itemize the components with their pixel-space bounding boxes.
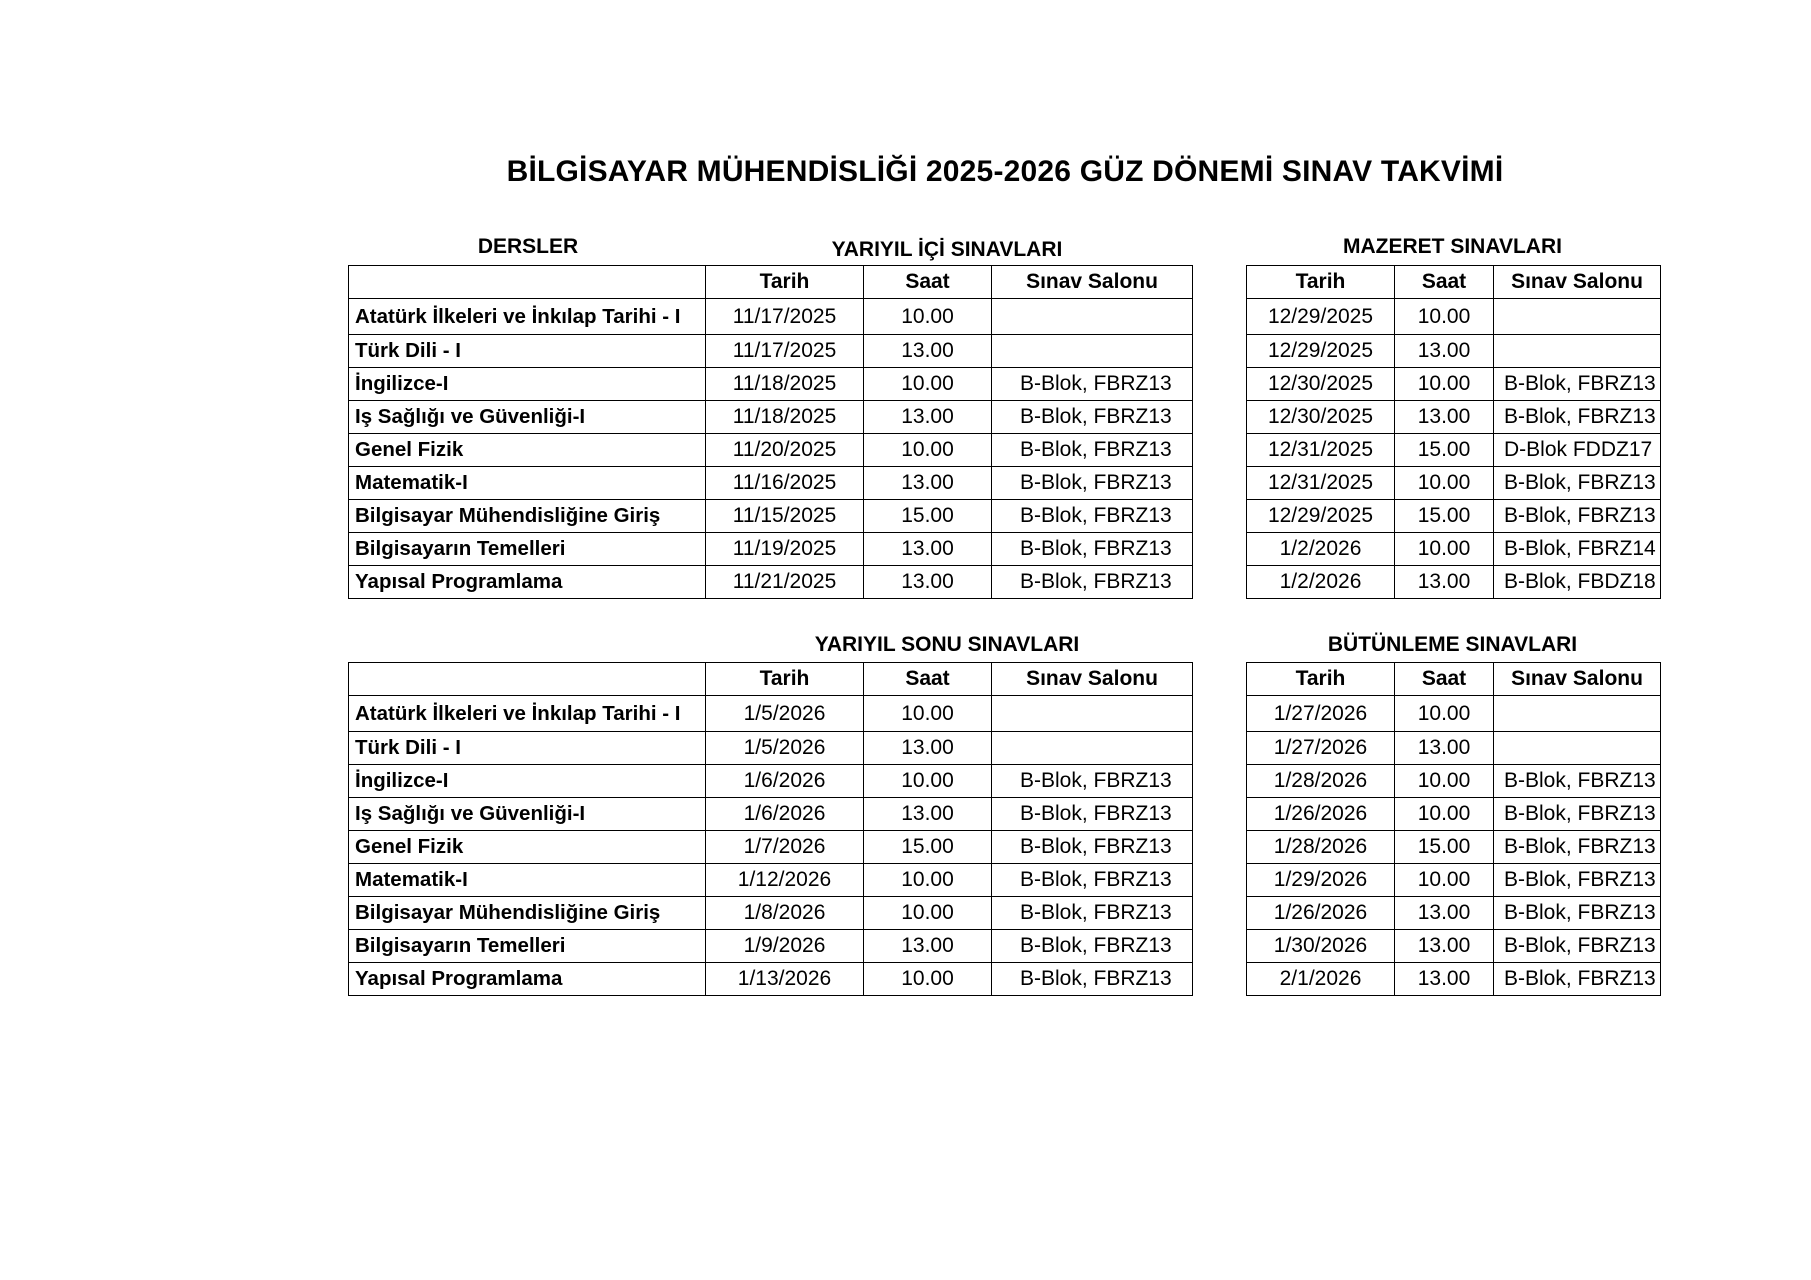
exam-date: 11/17/2025	[706, 299, 864, 335]
exam-date: 12/29/2025	[1247, 299, 1395, 335]
exam-room	[992, 299, 1193, 335]
exam-time: 15.00	[1395, 434, 1494, 467]
exam-time: 10.00	[1395, 696, 1494, 732]
table-row	[349, 963, 1193, 996]
exam-time: 15.00	[1395, 831, 1494, 864]
exam-time: 10.00	[1395, 368, 1494, 401]
exam-time: 10.00	[1395, 765, 1494, 798]
exam-room: B-Blok, FBRZ13	[992, 401, 1193, 434]
exam-time: 10.00	[864, 368, 992, 401]
exam-date: 1/2/2026	[1247, 566, 1395, 599]
page-title: BİLGİSAYAR MÜHENDİSLİĞİ 2025-2026 GÜZ DÖNEMİ SINAV TAKVİMİ	[506, 155, 1504, 188]
resit-heading: BÜTÜNLEME SINAVLARI	[1327, 633, 1578, 656]
exam-time: 13.00	[864, 533, 992, 566]
course-name: Bilgisayarın Temelleri	[349, 930, 706, 963]
exam-time: 10.00	[864, 897, 992, 930]
exam-date: 1/6/2026	[706, 798, 864, 831]
table-row	[1247, 831, 1661, 864]
exam-date: 1/28/2026	[1247, 831, 1395, 864]
table-row	[349, 299, 1193, 335]
table-row	[1247, 897, 1661, 930]
exam-room	[992, 335, 1193, 368]
course-name: Matematik-I	[349, 864, 706, 897]
table-row	[1247, 500, 1661, 533]
midterm-table	[348, 265, 1193, 599]
table-row	[1247, 401, 1661, 434]
exam-date: 12/29/2025	[1247, 335, 1395, 368]
exam-room: B-Blok, FBRZ13	[1494, 765, 1661, 798]
exam-date: 11/18/2025	[706, 368, 864, 401]
exam-date: 11/15/2025	[706, 500, 864, 533]
exam-time: 13.00	[1395, 897, 1494, 930]
table-row	[1247, 732, 1661, 765]
exam-room: B-Blok, FBRZ13	[1494, 798, 1661, 831]
course-name: Genel Fizik	[349, 434, 706, 467]
table-row	[349, 434, 1193, 467]
table-row	[1247, 533, 1661, 566]
time-column-header: Saat	[1395, 663, 1494, 696]
exam-room: B-Blok, FBRZ13	[992, 467, 1193, 500]
course-name: Atatürk İlkeleri ve İnkılap Tarihi - I	[349, 299, 706, 335]
table-row	[1247, 765, 1661, 798]
exam-date: 1/13/2026	[706, 963, 864, 996]
table-row	[349, 335, 1193, 368]
course-name: Bilgisayar Mühendisliğine Giriş	[349, 897, 706, 930]
exam-time: 13.00	[864, 401, 992, 434]
exam-time: 13.00	[1395, 566, 1494, 599]
exam-room: B-Blok, FBRZ13	[1494, 864, 1661, 897]
exam-room: B-Blok, FBRZ13	[992, 566, 1193, 599]
table-row	[349, 864, 1193, 897]
exam-room	[1494, 732, 1661, 765]
header-row	[349, 663, 1193, 696]
exam-date: 1/12/2026	[706, 864, 864, 897]
exam-date: 12/29/2025	[1247, 500, 1395, 533]
exam-time: 10.00	[1395, 533, 1494, 566]
exam-time: 13.00	[864, 930, 992, 963]
exam-date: 1/8/2026	[706, 897, 864, 930]
resit-table	[1246, 662, 1661, 996]
exam-room: B-Blok, FBRZ13	[992, 798, 1193, 831]
exam-date: 1/30/2026	[1247, 930, 1395, 963]
exam-room	[992, 732, 1193, 765]
course-name: Iş Sağlığı ve Güvenliği-I	[349, 401, 706, 434]
table-row	[349, 696, 1193, 732]
exam-time: 13.00	[864, 467, 992, 500]
exam-time: 10.00	[1395, 467, 1494, 500]
exam-time: 13.00	[1395, 401, 1494, 434]
exam-date: 1/9/2026	[706, 930, 864, 963]
course-name: Iş Sağlığı ve Güvenliği-I	[349, 798, 706, 831]
table-row	[349, 566, 1193, 599]
course-name: Bilgisayarın Temelleri	[349, 533, 706, 566]
exam-time: 10.00	[1395, 864, 1494, 897]
table-row	[349, 467, 1193, 500]
exam-date: 11/21/2025	[706, 566, 864, 599]
room-column-header: Sınav Salonu	[992, 266, 1193, 299]
exam-date: 1/27/2026	[1247, 732, 1395, 765]
exam-time: 10.00	[864, 963, 992, 996]
table-row	[1247, 930, 1661, 963]
exam-room: B-Blok, FBRZ13	[1494, 401, 1661, 434]
room-column-header: Sınav Salonu	[1494, 663, 1661, 696]
room-column-header: Sınav Salonu	[1494, 266, 1661, 299]
table-row	[1247, 566, 1661, 599]
exam-time: 10.00	[864, 696, 992, 732]
exam-time: 15.00	[1395, 500, 1494, 533]
exam-room: B-Blok, FBRZ13	[1494, 963, 1661, 996]
header-row	[1247, 663, 1661, 696]
exam-time: 15.00	[864, 831, 992, 864]
exam-room: B-Blok, FBRZ13	[1494, 930, 1661, 963]
table-row	[1247, 864, 1661, 897]
exam-room: B-Blok, FBRZ13	[992, 533, 1193, 566]
exam-room: B-Blok, FBRZ13	[992, 434, 1193, 467]
exam-room: B-Blok, FBRZ13	[1494, 467, 1661, 500]
time-column-header: Saat	[864, 663, 992, 696]
exam-time: 10.00	[864, 765, 992, 798]
table-row	[1247, 299, 1661, 335]
date-column-header: Tarih	[1247, 266, 1395, 299]
exam-room: B-Blok, FBRZ14	[1494, 533, 1661, 566]
exam-time: 13.00	[1395, 732, 1494, 765]
course-name: İngilizce-I	[349, 368, 706, 401]
exam-time: 13.00	[864, 798, 992, 831]
table-row	[349, 831, 1193, 864]
table-row	[1247, 335, 1661, 368]
exam-room: B-Blok, FBRZ13	[992, 831, 1193, 864]
table-row	[349, 500, 1193, 533]
exam-time: 15.00	[864, 500, 992, 533]
header-row	[349, 266, 1193, 299]
exam-room: B-Blok, FBRZ13	[1494, 897, 1661, 930]
exam-date: 1/28/2026	[1247, 765, 1395, 798]
table-row	[1247, 434, 1661, 467]
exam-date: 11/18/2025	[706, 401, 864, 434]
exam-room: B-Blok, FBRZ13	[1494, 368, 1661, 401]
exam-room: B-Blok, FBRZ13	[992, 963, 1193, 996]
table-row	[349, 368, 1193, 401]
exam-time: 13.00	[864, 566, 992, 599]
exam-time: 13.00	[864, 335, 992, 368]
table-row	[349, 732, 1193, 765]
course-name: İngilizce-I	[349, 765, 706, 798]
exam-time: 13.00	[1395, 963, 1494, 996]
course-column-header	[349, 266, 706, 299]
makeup-table	[1246, 265, 1661, 599]
exam-room: B-Blok, FBRZ13	[1494, 831, 1661, 864]
exam-time: 13.00	[1395, 930, 1494, 963]
time-column-header: Saat	[864, 266, 992, 299]
exam-date: 11/19/2025	[706, 533, 864, 566]
exam-date: 1/6/2026	[706, 765, 864, 798]
table-row	[349, 897, 1193, 930]
exam-room: B-Blok, FBRZ13	[992, 864, 1193, 897]
table-row	[1247, 696, 1661, 732]
header-row	[1247, 266, 1661, 299]
course-name: Türk Dili - I	[349, 335, 706, 368]
final-table	[348, 662, 1193, 996]
exam-date: 2/1/2026	[1247, 963, 1395, 996]
date-column-header: Tarih	[706, 663, 864, 696]
final-heading: YARIYIL SONU SINAVLARI	[814, 633, 1080, 656]
table-row	[1247, 963, 1661, 996]
midterm-heading: YARIYIL İÇİ SINAVLARI	[831, 238, 1063, 261]
date-column-header: Tarih	[1247, 663, 1395, 696]
course-name: Yapısal Programlama	[349, 963, 706, 996]
courses-heading: DERSLER	[477, 235, 579, 258]
exam-room	[1494, 696, 1661, 732]
exam-date: 1/27/2026	[1247, 696, 1395, 732]
date-column-header: Tarih	[706, 266, 864, 299]
table-row	[1247, 368, 1661, 401]
exam-time: 10.00	[864, 864, 992, 897]
table-row	[349, 401, 1193, 434]
exam-date: 11/16/2025	[706, 467, 864, 500]
table-row	[349, 798, 1193, 831]
table-row	[349, 533, 1193, 566]
exam-date: 1/2/2026	[1247, 533, 1395, 566]
table-row	[349, 930, 1193, 963]
time-column-header: Saat	[1395, 266, 1494, 299]
exam-date: 11/17/2025	[706, 335, 864, 368]
exam-date: 1/7/2026	[706, 831, 864, 864]
exam-room: B-Blok, FBDZ18	[1494, 566, 1661, 599]
course-column-header	[349, 663, 706, 696]
exam-room: B-Blok, FBRZ13	[992, 897, 1193, 930]
exam-time: 13.00	[1395, 335, 1494, 368]
exam-time: 10.00	[1395, 798, 1494, 831]
table-row	[1247, 467, 1661, 500]
exam-room: B-Blok, FBRZ13	[992, 765, 1193, 798]
exam-room	[992, 696, 1193, 732]
exam-room: D-Blok FDDZ17	[1494, 434, 1661, 467]
makeup-heading: MAZERET SINAVLARI	[1343, 235, 1562, 258]
exam-date: 1/29/2026	[1247, 864, 1395, 897]
table-row	[349, 765, 1193, 798]
exam-date: 12/31/2025	[1247, 434, 1395, 467]
exam-date: 1/26/2026	[1247, 897, 1395, 930]
exam-time: 13.00	[864, 732, 992, 765]
exam-date: 12/30/2025	[1247, 401, 1395, 434]
exam-room: B-Blok, FBRZ13	[992, 930, 1193, 963]
course-name: Bilgisayar Mühendisliğine Giriş	[349, 500, 706, 533]
course-name: Türk Dili - I	[349, 732, 706, 765]
exam-room: B-Blok, FBRZ13	[992, 368, 1193, 401]
exam-room: B-Blok, FBRZ13	[992, 500, 1193, 533]
course-name: Genel Fizik	[349, 831, 706, 864]
course-name: Atatürk İlkeleri ve İnkılap Tarihi - I	[349, 696, 706, 732]
exam-time: 10.00	[864, 434, 992, 467]
exam-date: 1/26/2026	[1247, 798, 1395, 831]
exam-time: 10.00	[1395, 299, 1494, 335]
table-row	[1247, 798, 1661, 831]
exam-date: 1/5/2026	[706, 696, 864, 732]
exam-room	[1494, 335, 1661, 368]
exam-date: 11/20/2025	[706, 434, 864, 467]
exam-date: 12/30/2025	[1247, 368, 1395, 401]
exam-time: 10.00	[864, 299, 992, 335]
exam-date: 1/5/2026	[706, 732, 864, 765]
exam-room	[1494, 299, 1661, 335]
exam-date: 12/31/2025	[1247, 467, 1395, 500]
course-name: Matematik-I	[349, 467, 706, 500]
course-name: Yapısal Programlama	[349, 566, 706, 599]
room-column-header: Sınav Salonu	[992, 663, 1193, 696]
exam-room: B-Blok, FBRZ13	[1494, 500, 1661, 533]
